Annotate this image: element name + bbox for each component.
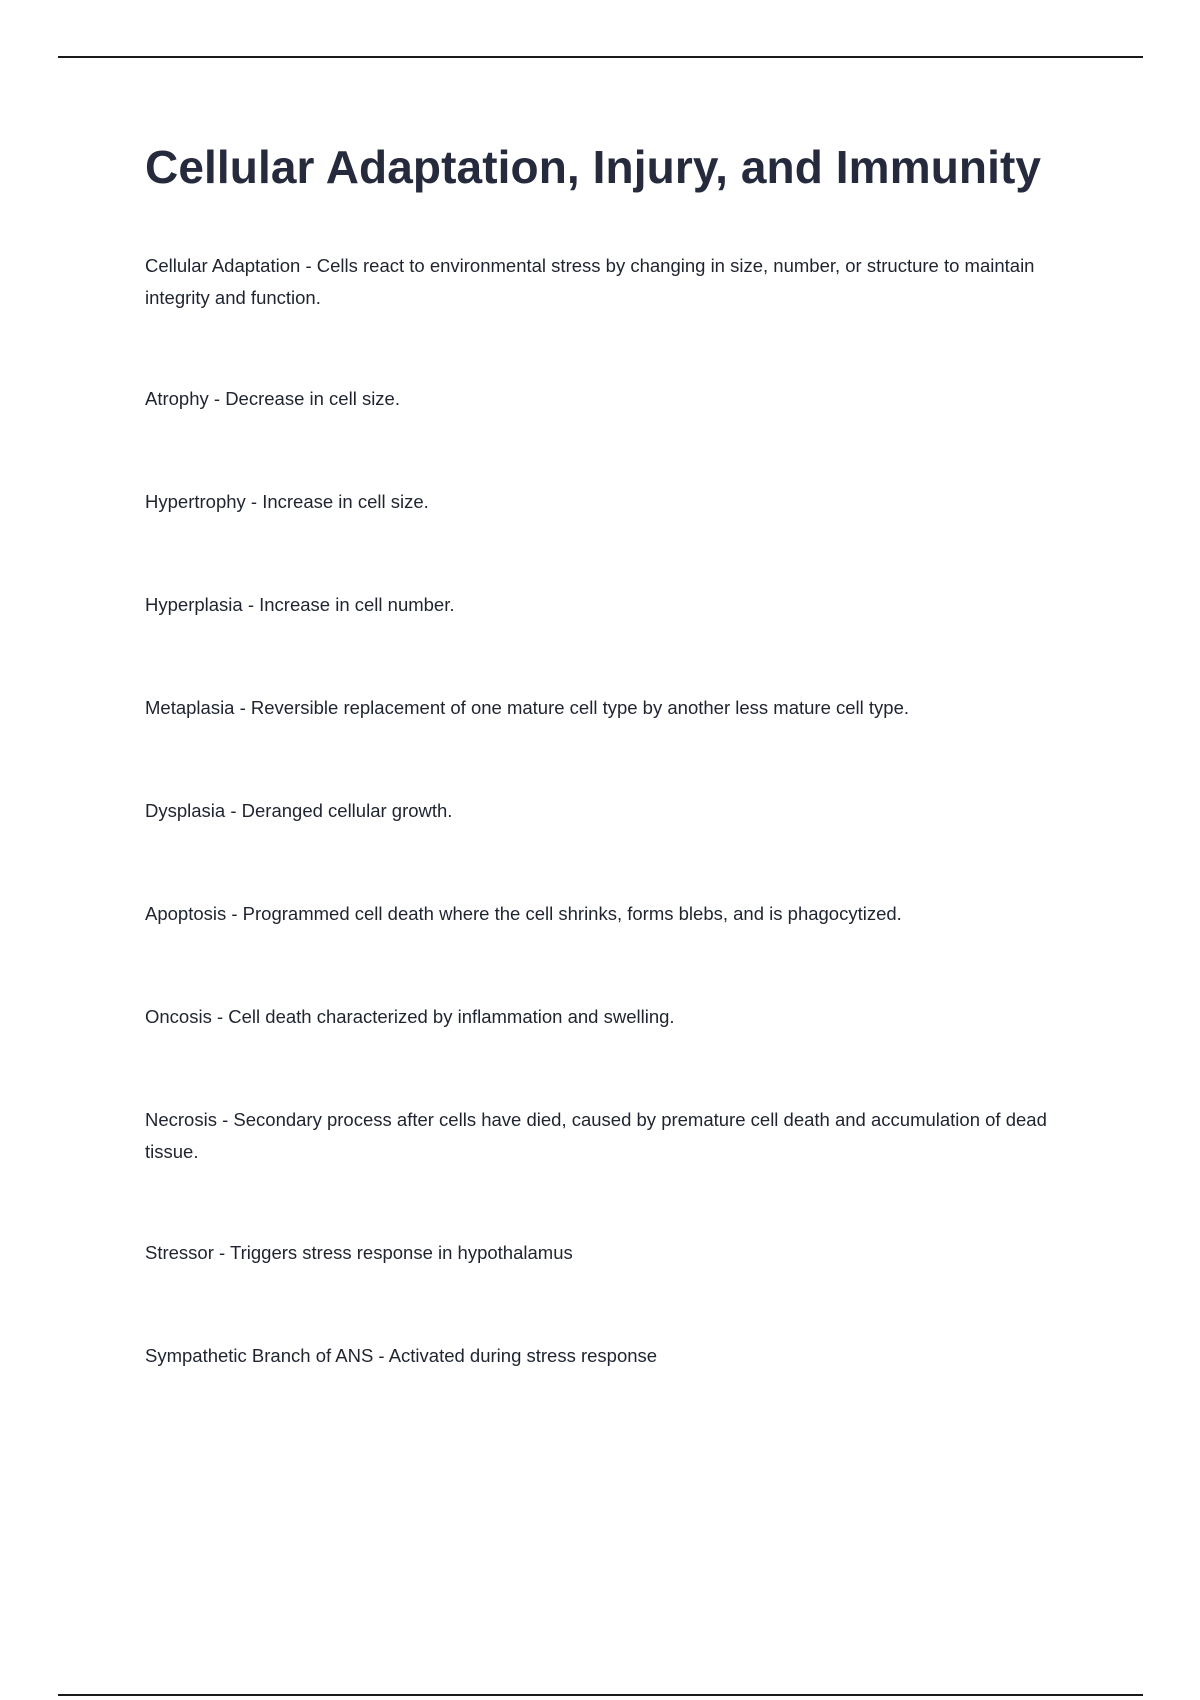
top-rule <box>58 56 1143 58</box>
entry-oncosis: Oncosis - Cell death characterized by inflammation and swelling. <box>145 1006 675 1027</box>
entry-cellular-adaptation: Cellular Adaptation - Cells react to environmental stress by changing in size, number, or structure to maintain integrity and function. <box>145 255 1035 308</box>
entry-necrosis: Necrosis - Secondary process after cells have died, caused by premature cell death and accumulation of dead tissue. <box>145 1109 1047 1162</box>
entry-dysplasia: Dysplasia - Deranged cellular growth. <box>145 800 453 821</box>
entry-apoptosis: Apoptosis - Programmed cell death where the cell shrinks, forms blebs, and is phagocytized. <box>145 903 902 924</box>
document-title: Cellular Adaptation, Injury, and Immunity <box>145 141 1042 193</box>
bottom-rule <box>58 1694 1143 1696</box>
entry-sympathetic-branch: Sympathetic Branch of ANS - Activated during stress response <box>145 1345 658 1366</box>
entry-metaplasia: Metaplasia - Reversible replacement of one mature cell type by another less mature cell type. <box>145 697 910 718</box>
entry-atrophy: Atrophy - Decrease in cell size. <box>145 388 400 409</box>
entry-hypertrophy: Hypertrophy - Increase in cell size. <box>145 491 429 512</box>
entry-hyperplasia: Hyperplasia - Increase in cell number. <box>145 594 455 615</box>
entry-stressor: Stressor - Triggers stress response in hypothalamus <box>145 1242 573 1263</box>
